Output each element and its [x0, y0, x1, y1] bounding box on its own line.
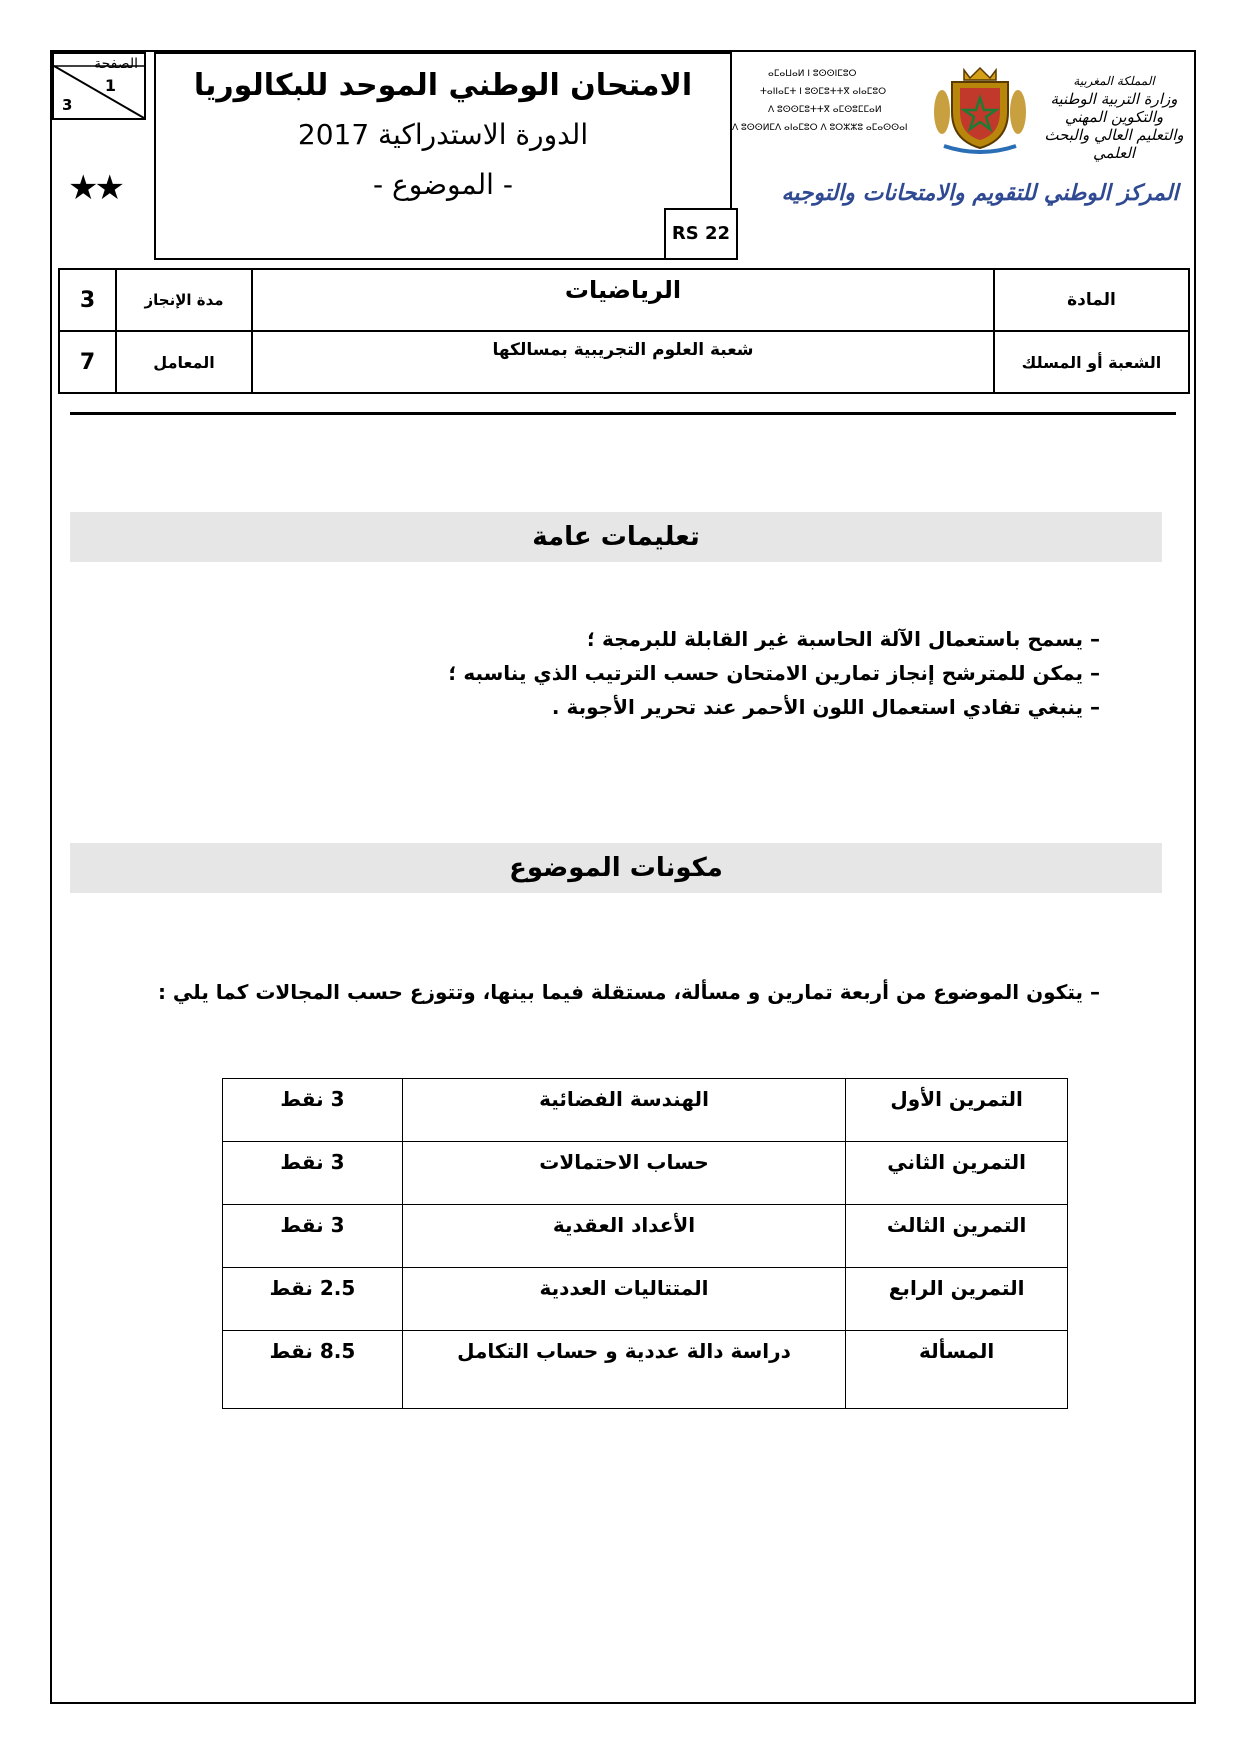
kingdom-line-4: والتعليم العالي والبحث العلمي — [1044, 126, 1184, 162]
domain-cell: الأعداد العقدية — [402, 1205, 845, 1268]
points-cell: 2.5 نقط — [223, 1268, 403, 1331]
instruction-item: – يمكن للمترشح إنجاز تمارين الامتحان حسب الترتيب الذي يناسبه ؛ — [448, 656, 1100, 690]
table-row — [223, 1331, 1068, 1409]
exercise-cell: المسألة — [846, 1331, 1068, 1409]
page-number-box — [52, 52, 146, 120]
kingdom-line-1: المملكة المغربية — [1073, 74, 1155, 88]
general-instructions-list — [448, 622, 1100, 724]
kingdom-line-2: وزارة التربية الوطنية — [1050, 90, 1178, 108]
domain-cell: دراسة دالة عددية و حساب التكامل — [402, 1331, 845, 1409]
amazigh-line-2: ⵜⴰⵏⵏⴰⵎⵜ ⵏ ⵓⵙⵎⵓⵜⵜⴳ ⴰⵏⴰⵎⵓⵔ — [760, 87, 887, 97]
page-total: 3 — [62, 96, 73, 114]
points-cell: 3 نقط — [223, 1205, 403, 1268]
exam-info-table — [58, 268, 1190, 394]
exam-code: RS 22 — [664, 208, 738, 260]
exam-title: الامتحان الوطني الموحد للبكالوريا — [193, 68, 693, 103]
points-cell: 3 نقط — [223, 1079, 403, 1142]
table-row — [223, 1205, 1068, 1268]
exam-title-box — [154, 52, 732, 260]
header-divider — [70, 412, 1176, 415]
branch-row — [59, 331, 1189, 393]
instruction-item: – يسمح باستعمال الآلة الحاسبة غير القابلة للبرمجة ؛ — [448, 622, 1100, 656]
table-row — [223, 1142, 1068, 1205]
domain-cell: الهندسة الفضائية — [402, 1079, 845, 1142]
subject-row — [59, 269, 1189, 331]
branch-label: الشعبة أو المسلك — [994, 331, 1189, 393]
coef-label: المعامل — [116, 331, 252, 393]
duration-label: مدة الإنجاز — [116, 269, 252, 331]
amazigh-line-4: ⴷ ⵓⵙⵙⵍⵎⴷ ⴰⵏⴰⵎⵓⵔ ⴷ ⵓⵔⵣⵣⵓ ⴰⵎⴰⵙⵙⴰⵏ — [732, 123, 908, 133]
branch-value: شعبة العلوم التجريبية بمسالكها — [252, 331, 994, 393]
duration-value: 3 — [59, 269, 116, 331]
evaluation-center-name: المركز الوطني للتقويم والامتحانات والتوجيه — [781, 180, 1179, 206]
exercise-cell: التمرين الثالث — [846, 1205, 1068, 1268]
kingdom-ministry-block — [1040, 72, 1188, 162]
exercise-cell: التمرين الأول — [846, 1079, 1068, 1142]
page-current: 1 — [104, 76, 116, 95]
distribution-table — [222, 1078, 1068, 1409]
general-instructions-title: تعليمات عامة — [70, 512, 1162, 562]
amazigh-line-3: ⴷ ⵓⵙⵙⵎⵓⵜⵜⴳ ⴰⵎⵙⵓⵎⵎⴰⵍ — [768, 105, 882, 115]
difficulty-stars: ★★ — [68, 168, 121, 208]
kingdom-line-3: والتكوين المهني — [1064, 108, 1164, 126]
components-title: مكونات الموضوع — [70, 843, 1162, 893]
exercise-cell: التمرين الثاني — [846, 1142, 1068, 1205]
exam-session: الدورة الاستدراكية 2017 — [297, 118, 589, 151]
table-row — [223, 1079, 1068, 1142]
points-cell: 3 نقط — [223, 1142, 403, 1205]
components-intro: – يتكون الموضوع من أربعة تمارين و مسألة، مستقلة فيما بينها، وتتوزع حسب المجالات كما يلي : — [158, 980, 1100, 1004]
subject-label: المادة — [994, 269, 1189, 331]
amazigh-line-1: ⴰⵎⴰⵡⴰⵍ ⵏ ⵓⵙⵙⵏⵎⵓⵔ — [768, 69, 857, 79]
table-row — [223, 1268, 1068, 1331]
coef-value: 7 — [59, 331, 116, 393]
page-label: الصفحة — [94, 56, 138, 72]
instruction-item: – ينبغي تفادي استعمال اللون الأحمر عند تحرير الأجوبة . — [448, 690, 1100, 724]
points-cell: 8.5 نقط — [223, 1331, 403, 1409]
coat-of-arms-icon — [934, 62, 1026, 154]
subject-value: الرياضيات — [252, 269, 994, 331]
domain-cell: المتتاليات العددية — [402, 1268, 845, 1331]
domain-cell: حساب الاحتمالات — [402, 1142, 845, 1205]
exercise-cell: التمرين الرابع — [846, 1268, 1068, 1331]
exam-part: - الموضوع - — [373, 168, 513, 201]
